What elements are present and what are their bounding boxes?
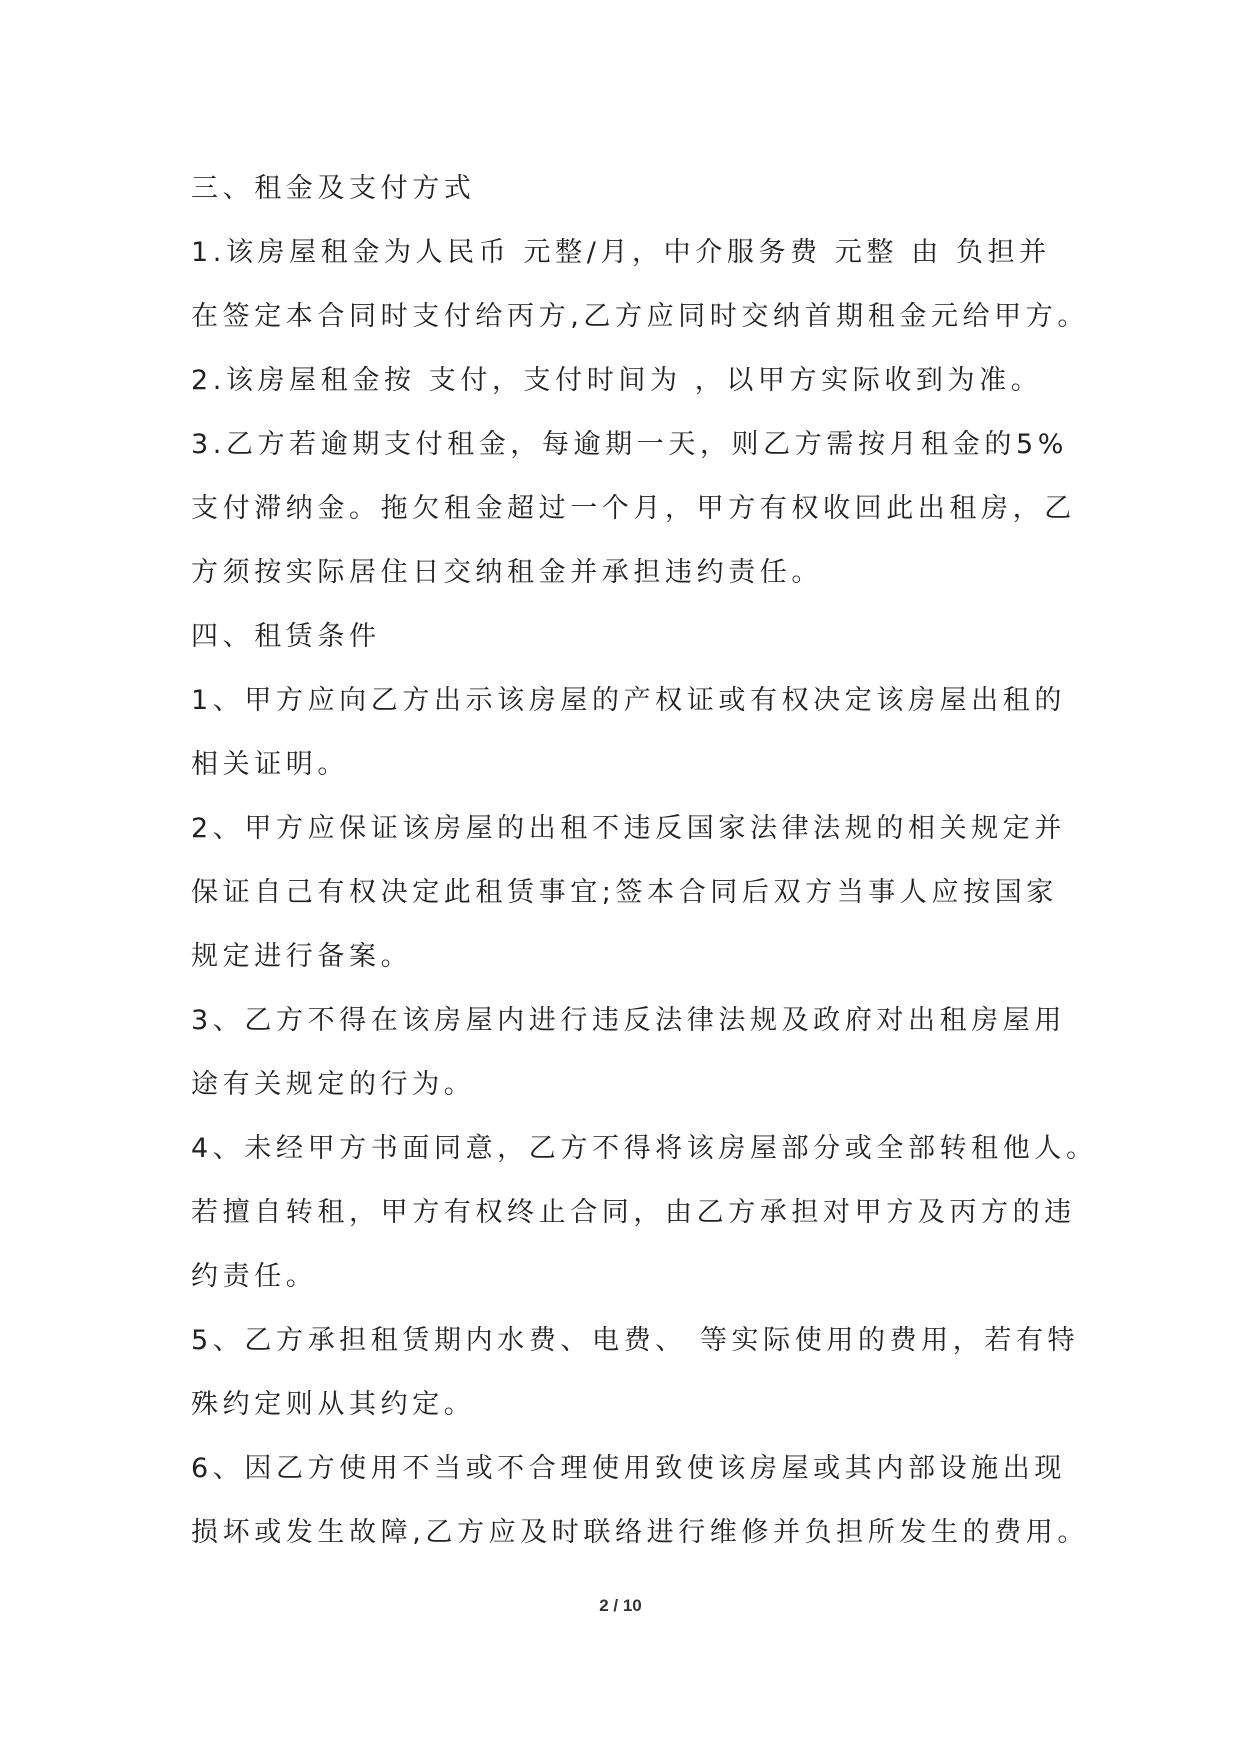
text-line: 若擅自转租，甲方有权终止合同，由乙方承担对甲方及丙方的违 bbox=[191, 1197, 1076, 1228]
section-heading-lease-conditions: 四、租赁条件 bbox=[191, 621, 381, 652]
text-line: 1.该房屋租金为人民币 元整/月，中介服务费 元整 由 负担并 bbox=[191, 237, 1051, 268]
text-line: 1、甲方应向乙方出示该房屋的产权证或有权决定该房屋出租的 bbox=[191, 685, 1066, 716]
document-body bbox=[191, 157, 1098, 1565]
text-line: 途有关规定的行为。 bbox=[191, 1069, 476, 1100]
text-line: 在签定本合同时支付给丙方,乙方应同时交纳首期租金元给甲方。 bbox=[191, 301, 1089, 332]
text-line: 损坏或发生故障,乙方应及时联络进行维修并负担所发生的费用。 bbox=[191, 1517, 1089, 1548]
text-line: 相关证明。 bbox=[191, 749, 349, 780]
page-number: 2 / 10 bbox=[599, 1596, 642, 1615]
text-line: 方须按实际居住日交纳租金并承担违约责任。 bbox=[191, 557, 823, 588]
text-line: 2.该房屋租金按 支付，支付时间为 ，以甲方实际收到为准。 bbox=[191, 365, 1043, 396]
text-line: 2、甲方应保证该房屋的出租不违反国家法律法规的相关规定并 bbox=[191, 813, 1066, 844]
text-line: 殊约定则从其约定。 bbox=[191, 1389, 476, 1420]
section-heading-rent-payment: 三、租金及支付方式 bbox=[191, 173, 476, 204]
text-line: 4、未经甲方书面同意，乙方不得将该房屋部分或全部转租他人。 bbox=[191, 1133, 1098, 1164]
text-line: 支付滞纳金。拖欠租金超过一个月，甲方有权收回此出租房，乙 bbox=[191, 493, 1076, 524]
text-line: 约责任。 bbox=[191, 1261, 318, 1292]
text-line: 规定进行备案。 bbox=[191, 941, 413, 972]
text-line: 3、乙方不得在该房屋内进行违反法律法规及政府对出租房屋用 bbox=[191, 1005, 1066, 1036]
text-line: 6、因乙方使用不当或不合理使用致使该房屋或其内部设施出现 bbox=[191, 1453, 1066, 1484]
text-line: 3.乙方若逾期支付租金，每逾期一天，则乙方需按月租金的5% bbox=[191, 429, 1068, 460]
text-line: 保证自己有权决定此租赁事宜;签本合同后双方当事人应按国家 bbox=[191, 877, 1058, 908]
text-line: 5、乙方承担租赁期内水费、电费、 等实际使用的费用，若有特 bbox=[191, 1325, 1080, 1356]
